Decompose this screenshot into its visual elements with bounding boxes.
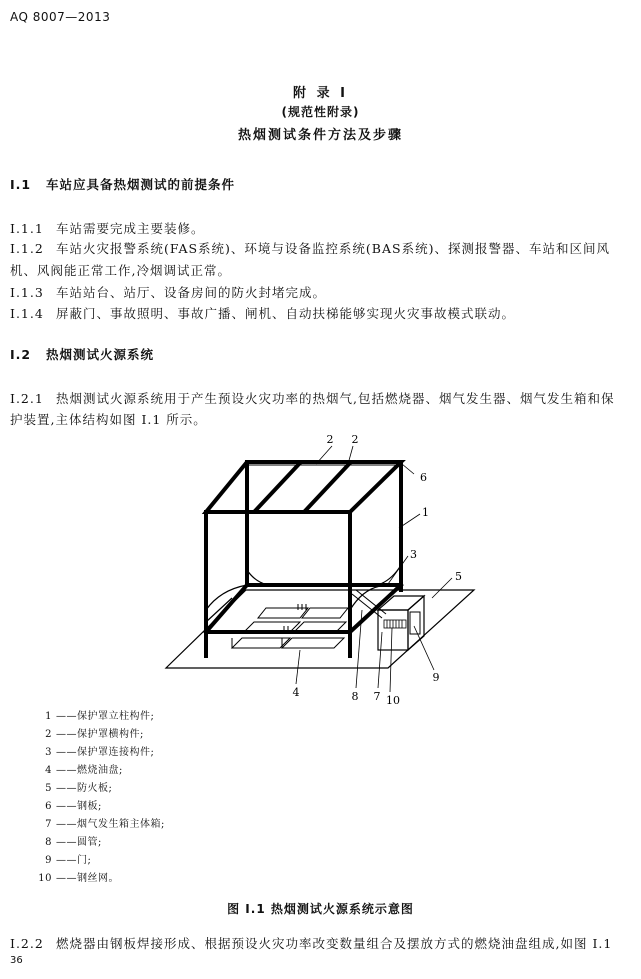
callout-label: 6 [420,471,427,484]
callout-label: 2 [351,433,359,446]
clause-i13 [10,283,326,301]
callout-label: 8 [351,690,359,703]
section-number: I.2 [10,347,32,362]
callout-leaders [296,446,452,692]
legend-number: 6 [45,801,52,812]
section-heading-i2 [10,345,154,363]
legend-number: 2 [45,729,52,740]
steel-wire-mesh [384,620,406,628]
clause-number: I.1.2 [10,241,44,256]
clause-i11 [10,219,205,237]
legend-item [38,851,91,866]
legend-number: 1 [45,711,52,722]
fire-source-diagram [0,430,641,705]
protective-cover-frame [206,462,401,656]
smoke-box-door [410,612,420,634]
legend-number: 10 [38,873,52,884]
clause-number: I.1.3 [10,285,44,300]
legend-item [38,869,119,884]
clause-number: I.1.4 [10,306,44,321]
section-heading-i1 [10,175,235,193]
smoke-generator-box [378,596,424,650]
legend-item [38,833,102,848]
legend-item [38,725,144,740]
legend-number: 3 [45,747,52,758]
clause-i21-continuation: 护装置,主体结构如图 I.1 所示。 [10,412,207,427]
legend-item [38,743,154,758]
legend-number: 4 [45,765,52,776]
clause-text: 屏蔽门、事故照明、事故广播、闸机、自动扶梯能够实现火灾事故模式联动。 [56,306,516,321]
clause-i12-continuation: 机、风阀能正常工作,冷烟调试正常。 [10,263,231,278]
page-number: 36 [10,955,23,966]
legend-text: ——保护罩连接构件; [56,747,155,758]
legend-text: ——门; [56,855,92,866]
appendix-heading: 热烟测试条件方法及步骤 [237,128,403,143]
callout-label: 9 [432,671,440,684]
legend-number: 5 [45,783,52,794]
legend-number: 7 [45,819,52,830]
legend-text: ——防火板; [56,783,113,794]
callout-label: 4 [292,686,300,699]
legend-text: ——圆管; [56,837,102,848]
legend-text: ——钢板; [56,801,102,812]
callout-label: 7 [373,690,381,703]
figure-caption: 图 I.1 热烟测试火源系统示意图 [227,902,414,916]
clause-number: I.1.1 [10,221,44,236]
clause-i21 [10,389,614,407]
callout-label: 1 [422,506,429,519]
legend-text: ——燃烧油盘; [56,765,123,776]
callout-label: 3 [410,548,417,561]
clause-i14 [10,304,515,322]
legend-text: ——保护罩立柱构件; [56,711,155,722]
clause-text: 车站站台、站厅、设备房间的防火封堵完成。 [56,285,327,300]
legend-text: ——保护罩横构件; [56,729,144,740]
callout-label: 2 [326,433,334,446]
clause-i22 [10,934,612,952]
legend-text: ——钢丝网。 [56,873,119,884]
clause-text: 车站需要完成主要装修。 [56,221,205,236]
appendix-subtitle: (规范性附录) [281,105,360,119]
clause-number: I.2.2 [10,936,44,951]
document-code: AQ 8007—2013 [10,10,111,24]
burning-oil-pans [232,604,348,648]
legend-text: ——烟气发生箱主体箱; [56,819,165,830]
clause-number: I.2.1 [10,391,44,406]
callout-label: 10 [386,694,400,705]
clause-i12 [10,239,610,257]
legend-item [38,797,102,812]
legend-item [38,761,123,776]
legend-number: 8 [45,837,52,848]
legend-item [38,779,112,794]
section-title: 车站应具备热烟测试的前提条件 [46,177,236,192]
clause-text: 热烟测试火源系统用于产生预设火灾功率的热烟气,包括燃烧器、烟气发生器、烟气发生箱和保 [56,391,615,406]
callout-label: 5 [455,570,462,583]
appendix-title: 附 录 I [293,86,348,101]
legend-item [38,707,154,722]
clause-text: 燃烧器由钢板焊接形成、根据预设火灾功率改变数量组合及摆放方式的燃烧油盘组成,如图 I.1 [56,936,613,951]
section-number: I.1 [10,177,32,192]
clause-text: 车站火灾报警系统(FAS系统)、环境与设备监控系统(BAS系统)、探测报警器、车站和区间风 [56,241,610,256]
section-title: 热烟测试火源系统 [46,347,155,362]
legend-item [38,815,165,830]
legend-number: 9 [45,855,52,866]
